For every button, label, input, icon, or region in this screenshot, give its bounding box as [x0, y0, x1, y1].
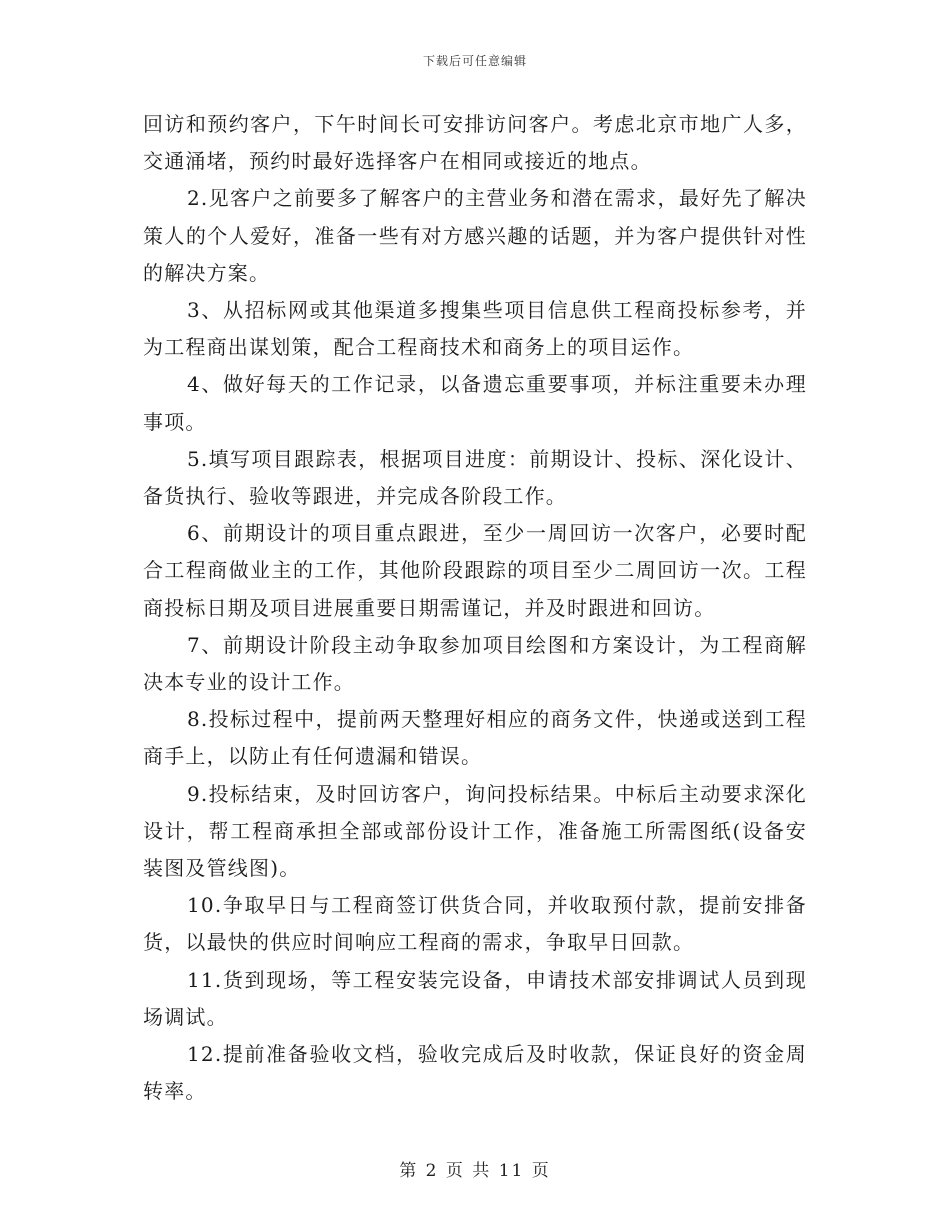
page-header: 下载后可任意编辑	[422, 54, 527, 68]
paragraph-item-11: 11.货到现场，等工程安装完设备，申请技术部安排调试人员到现场调试。	[143, 967, 807, 1029]
paragraph-item-9: 9.投标结束，及时回访客户，询问投标结果。中标后主动要求深化设计，帮工程商承担全部或部份设计工作，准备施工所需图纸(设备安装图及管线图)。	[143, 781, 807, 881]
paragraph-item-10: 10.争取早日与工程商签订供货合同，并收取预付款，提前安排备货，以最快的供应时间响应工程商的需求，争取早日回款。	[143, 893, 807, 955]
paragraph-item-3: 3、从招标网或其他渠道多搜集些项目信息供工程商投标参考，并为工程商出谋划策，配合工程商技术和商务上的项目运作。	[143, 298, 807, 360]
paragraph-item-2: 2.见客户之前要多了解客户的主营业务和潜在需求，最好先了解决策人的个人爱好，准备一些有对方感兴趣的话题，并为客户提供针对性的解决方案。	[143, 186, 807, 285]
paragraph-item-4: 4、做好每天的工作记录，以备遗忘重要事项，并标注重要未办理事项。	[143, 372, 807, 434]
paragraph-item-7: 7、前期设计阶段主动争取参加项目绘图和方案设计，为工程商解决本专业的设计工作。	[143, 632, 807, 695]
paragraph-item-6: 6、前期设计的项目重点跟进，至少一周回访一次客户，必要时配合工程商做业主的工作，其他阶段跟踪的项目至少二周回访一次。工程商投标日期及项目进展重要日期需谨记，并及时跟进和回访。	[143, 521, 807, 620]
paragraph-item-12: 12.提前准备验收文档，验收完成后及时收款，保证良好的资金周转率。	[143, 1042, 807, 1104]
paragraph-item-5: 5.填写项目跟踪表，根据项目进度：前期设计、投标、深化设计、备货执行、验收等跟进，并完成各阶段工作。	[143, 446, 807, 509]
document-body	[143, 106, 807, 1110]
page-number: 第 2 页 共 11 页	[399, 1161, 551, 1181]
paragraph-item-8: 8.投标过程中，提前两天整理好相应的商务文件，快递或送到工程商手上，以防止有任何遗漏和错误。	[143, 707, 807, 769]
paragraph-continuation: 回访和预约客户，下午时间长可安排访问客户。考虑北京市地广人多，交通涌堵，预约时最好选择客户在相同或接近的地点。	[143, 112, 807, 174]
